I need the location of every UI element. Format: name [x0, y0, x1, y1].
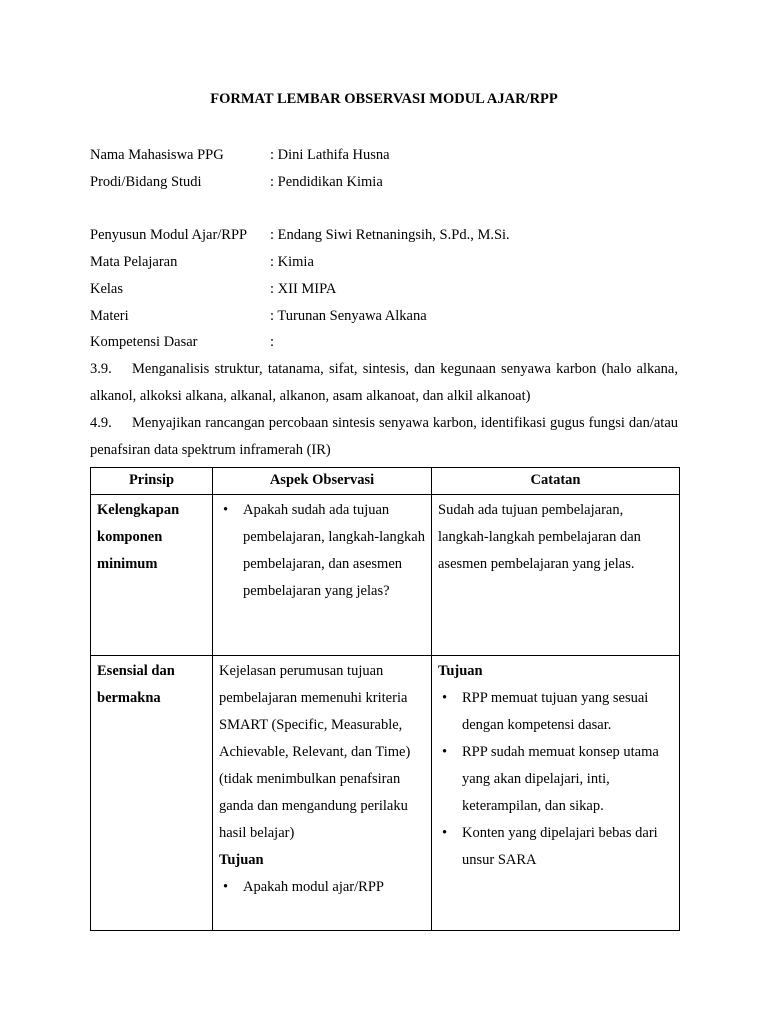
- catatan-list: [438, 685, 673, 874]
- table-row: [91, 495, 680, 656]
- header-aspek-observasi: Aspek Observasi: [213, 468, 432, 495]
- cell-aspek: [213, 656, 432, 931]
- header-catatan: Catatan: [432, 468, 680, 495]
- info-row-prodi: [90, 171, 690, 193]
- info-value: : Kimia: [270, 254, 314, 270]
- info-value: : Turunan Senyawa Alkana: [270, 308, 427, 324]
- list-item: • RPP sudah memuat konsep utama yang akan dipelajari, inti, keterampilan, dan sikap.: [438, 739, 673, 820]
- info-row-materi: [90, 305, 690, 327]
- cell-prinsip: Kelengkapan komponen minimum: [91, 495, 213, 656]
- list-item: • Konten yang dipelajari bebas dari unsur SARA: [438, 820, 673, 874]
- kd-item-4-9: [90, 410, 678, 464]
- kd-number: 4.9.: [90, 415, 112, 431]
- info-label: Mata Pelajaran: [90, 254, 178, 270]
- cell-catatan: [432, 656, 680, 931]
- catatan-heading: Tujuan: [438, 663, 483, 679]
- kd-text: Menganalisis struktur, tatanama, sifat, sintesis, dan kegunaan senyawa karbon (halo alkana, alkanol, alkoksi alkana, alkanal, alkanon, asam alkanoat, dan alkil alkanoat): [90, 361, 678, 404]
- aspek-text: Kejelasan perumusan tujuan pembelajaran memenuhi kriteria SMART (Specific, Measurable, Achievable, Relevant, dan Time) (tidak menimbulkan penafsiran ganda dan mengandung perilaku hasil belajar): [219, 663, 411, 841]
- info-value: : Pendidikan Kimia: [270, 174, 383, 190]
- observation-table: [90, 467, 680, 931]
- info-row-mapel: [90, 251, 690, 273]
- info-label: Materi: [90, 308, 129, 324]
- list-item: • Apakah sudah ada tujuan pembelajaran, langkah-langkah pembelajaran, dan asesmen pembelajaran yang jelas?: [219, 497, 425, 605]
- kd-number: 3.9.: [90, 361, 112, 377]
- info-value: :: [270, 334, 275, 350]
- info-row-kelas: [90, 278, 690, 300]
- info-value: : XII MIPA: [270, 281, 337, 297]
- header-prinsip: Prinsip: [91, 468, 213, 495]
- info-label: Penyusun Modul Ajar/RPP: [90, 227, 248, 243]
- list-item: • RPP memuat tujuan yang sesuai dengan kompetensi dasar.: [438, 685, 673, 739]
- table-row: [91, 656, 680, 931]
- info-value: : Dini Lathifa Husna: [270, 147, 390, 163]
- cell-catatan: Sudah ada tujuan pembelajaran, langkah-langkah pembelajaran dan asesmen pembelajaran yang jelas.: [432, 495, 680, 656]
- info-label: Nama Mahasiswa PPG: [90, 147, 224, 163]
- aspek-heading: Tujuan: [219, 852, 264, 868]
- info-row-kd: [90, 331, 690, 353]
- aspek-list: [219, 874, 425, 901]
- cell-prinsip: Esensial dan bermakna: [91, 656, 213, 931]
- info-label: Prodi/Bidang Studi: [90, 174, 202, 190]
- info-value: : Endang Siwi Retnaningsih, S.Pd., M.Si.: [270, 227, 510, 243]
- info-label: Kompetensi Dasar: [90, 334, 198, 350]
- aspek-list: [219, 497, 425, 605]
- info-row-nama: [90, 144, 690, 166]
- info-label: Kelas: [90, 281, 124, 297]
- cell-aspek: [213, 495, 432, 656]
- kd-item-3-9: [90, 356, 678, 410]
- info-row-penyusun: [90, 224, 690, 246]
- list-item: • Apakah modul ajar/RPP: [219, 874, 425, 901]
- document-title: FORMAT LEMBAR OBSERVASI MODUL AJAR/RPP: [210, 91, 558, 107]
- kd-text: Menyajikan rancangan percobaan sintesis senyawa karbon, identifikasi gugus fungsi dan/atau penafsiran data spektrum inframerah (IR): [90, 415, 678, 458]
- table-header-row: [91, 468, 680, 495]
